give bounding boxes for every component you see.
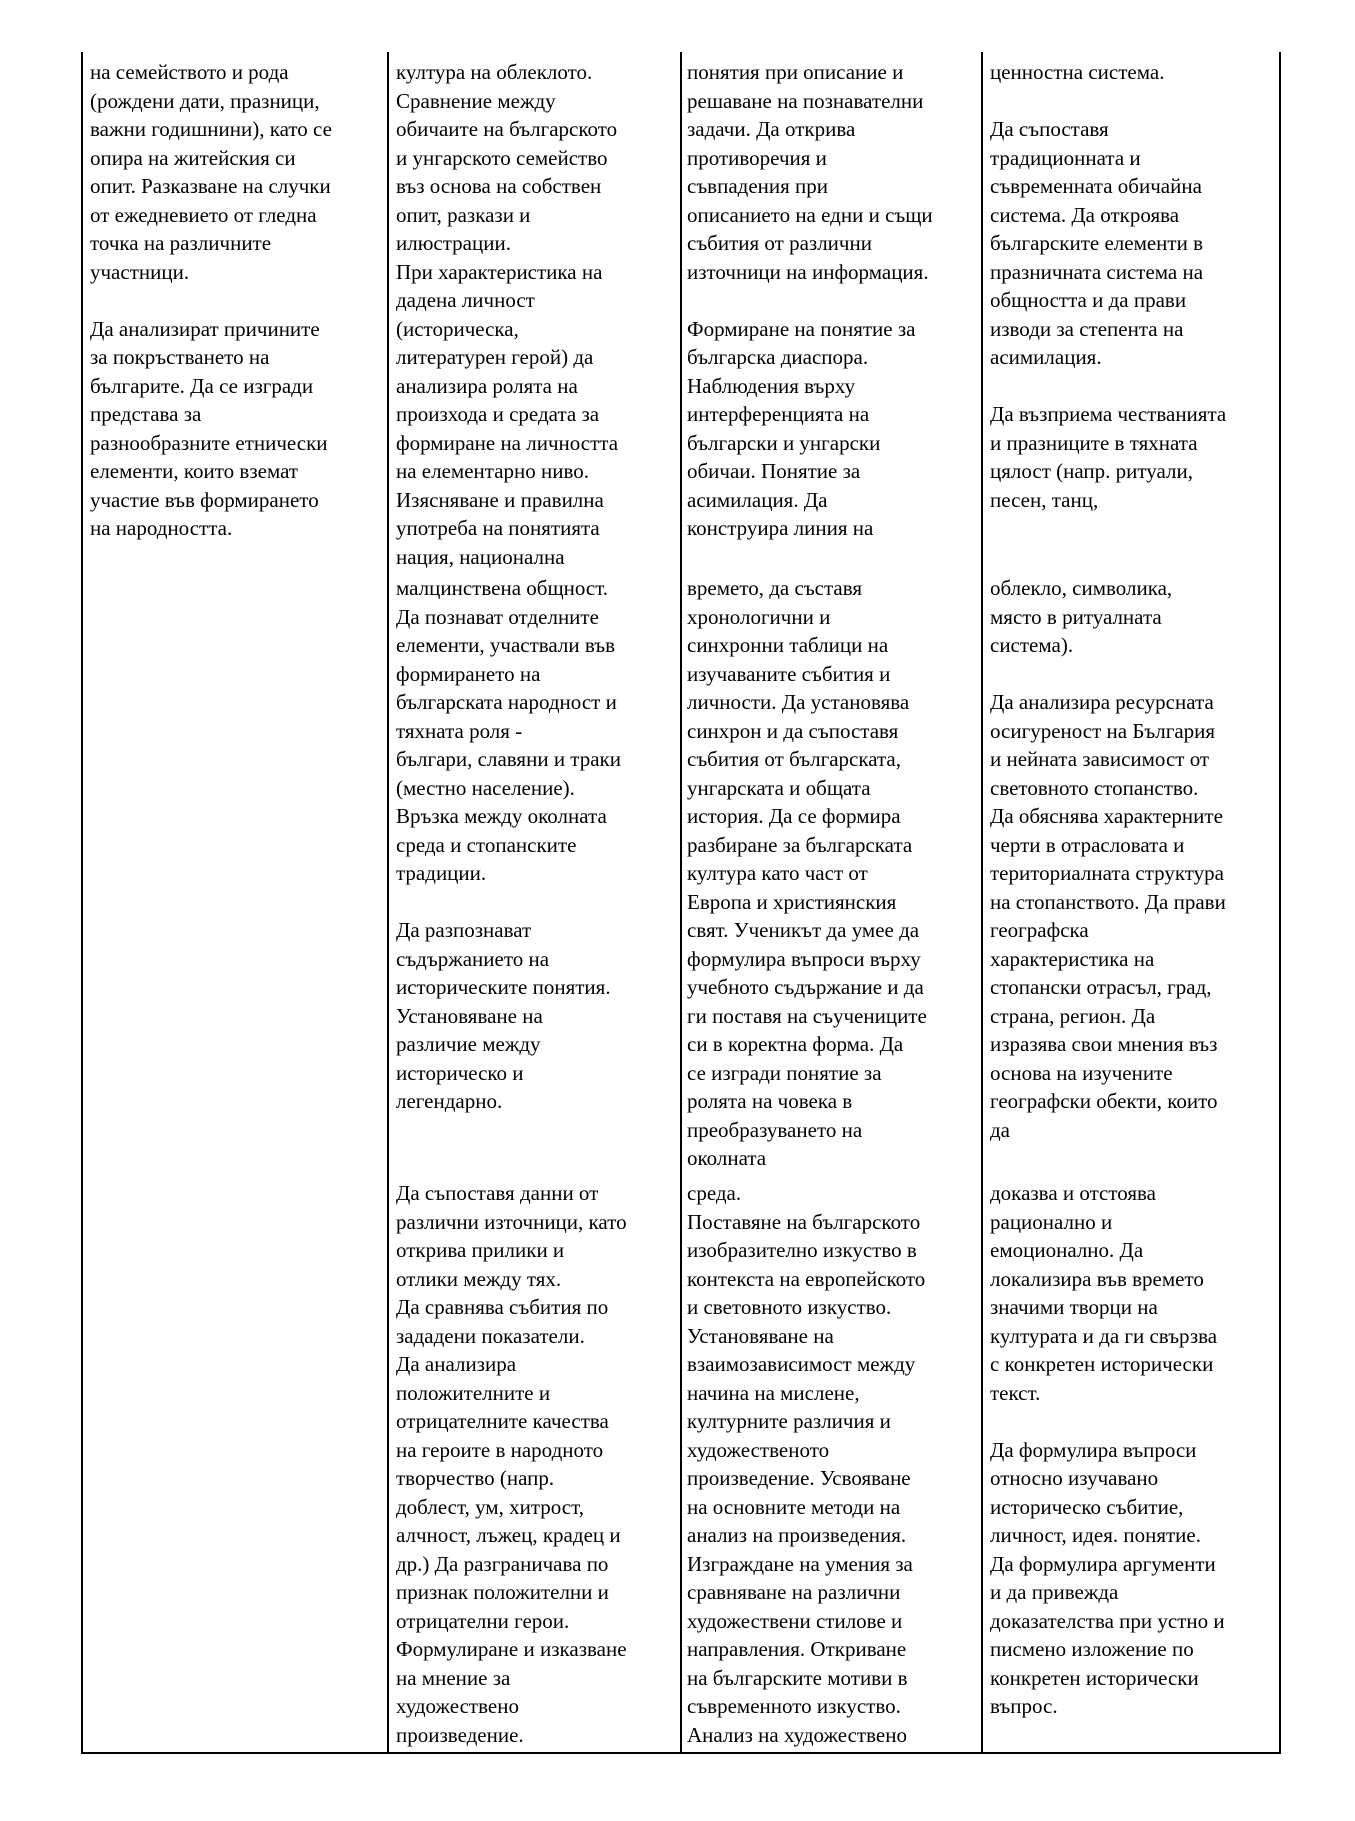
cell-col3-block3: среда. Поставяне на българското изобразително изкуство в контекста на европейското и световното изкуство. Установяване на взаимозависимост между начина на мислене, културните различия и художественото произведение. Усвояване на основните методи на анализ на произведения. Изграждане на умения за сравняване на различни художествени стилове и направления. Откриване на българските мотиви в съвременното изкуство. Анализ на художествено [687,1181,926,1747]
cell-col3-block2: времето, да съставя хронологични и синхронни таблици на изучаваните събития и личности. Да установява синхрон и да съпоставя събития от българската, унгарската и общата история. Да се формира разбиране за българската култура като част от Европа и християнския свят. Ученикът да умее да формулира въпроси върху учебното съдържание и да ги поставя на съучениците си в коректна форма. Да се изгради понятие за ролята на човека в преобразуването на околната [687,576,927,1170]
table-border-bottom [82,1752,1281,1754]
cell-col1-block1: на семейството и рода (рождени дати, празници, важни годишнини), като се опира на житейския си опит. Разказване на случки от ежедневието от гледна точка на различните участници. Да анализират причините за покръстването на българите. Да се изгради представа за разнообразните етнически елементи, които вземат участие във формирането на народността. [90,60,332,540]
cell-col2-block3: Да съпоставя данни от различни източници, като открива прилики и отлики между тях. Да сравнява събития по зададени показатели. Да анализира положителните и отрицателните качества на героите в народното творчество (напр. доблест, ум, хитрост, алчност, лъжец, крадец и др.) Да разграничава по признак положителни и отрицателни герои. Формулиране и изказване на мнение за художествено произведение. [396,1181,627,1747]
table-border-left [81,52,83,1754]
cell-col3-block1: понятия при описание и решаване на познавателни задачи. Да открива противоречия и съвпадения при описанието на едни и същи събития от различни източници на информация. Формиране на понятие за българска диаспора. Наблюдения върху интерференцията на български и унгарски обичаи. Понятие за асимилация. Да конструира линия на [687,60,933,540]
cell-col2-block2: малцинствена общност. Да познават отделните елементи, участвали във формирането на българската народност и тяхната роля - българи, славяни и траки (местно население). Връзка между околната среда и стопанските традиции. Да разпознават съдържанието на историческите понятия. Установяване на различие между историческо и легендарно. [396,576,622,1113]
cell-col4-block3: доказва и отстоява рационално и емоционално. Да локализира във времето значими творци на културата и да ги свързва с конкретен исторически текст. Да формулира въпроси относно изучавано историческо събитие, личност, идея. понятие. Да формулира аргументи и да привежда доказателства при устно и писмено изложение по конкретен исторически въпрос. [990,1181,1225,1718]
cell-col2-block1: култура на облеклото. Сравнение между обичаите на българското и унгарското семейство въз основа на собствен опит, разкази и илюстрации. При характеристика на дадена личност (историческа, литературен герой) да анализира ролята на произхода и средата за формиране на личността на елементарно ниво. Изясняване и правилна употреба на понятията нация, национална [396,60,619,569]
cell-col4-block2: облекло, символика, място в ритуалната система). Да анализира ресурсната осигуреност на България и нейната зависимост от световното стопанство. Да обяснява характерните черти в отрасловата и териториалната структура на стопанството. Да прави географска характеристика на стопански отрасъл, град, страна, регион. Да изразява свои мнения въз основа на изучените географски обекти, които да [990,576,1226,1142]
table-border-right [1279,52,1281,1754]
cell-col4-block1: ценностна система. Да съпоставя традиционната и съвременната обичайна система. Да откроява българските елементи в празничната система на общността и да прави изводи за степента на асимилация. Да възприема честванията и празниците в тяхната цялост (напр. ритуали, песен, танц, [990,60,1227,512]
column-divider-3 [981,52,983,1754]
column-divider-1 [387,52,389,1754]
